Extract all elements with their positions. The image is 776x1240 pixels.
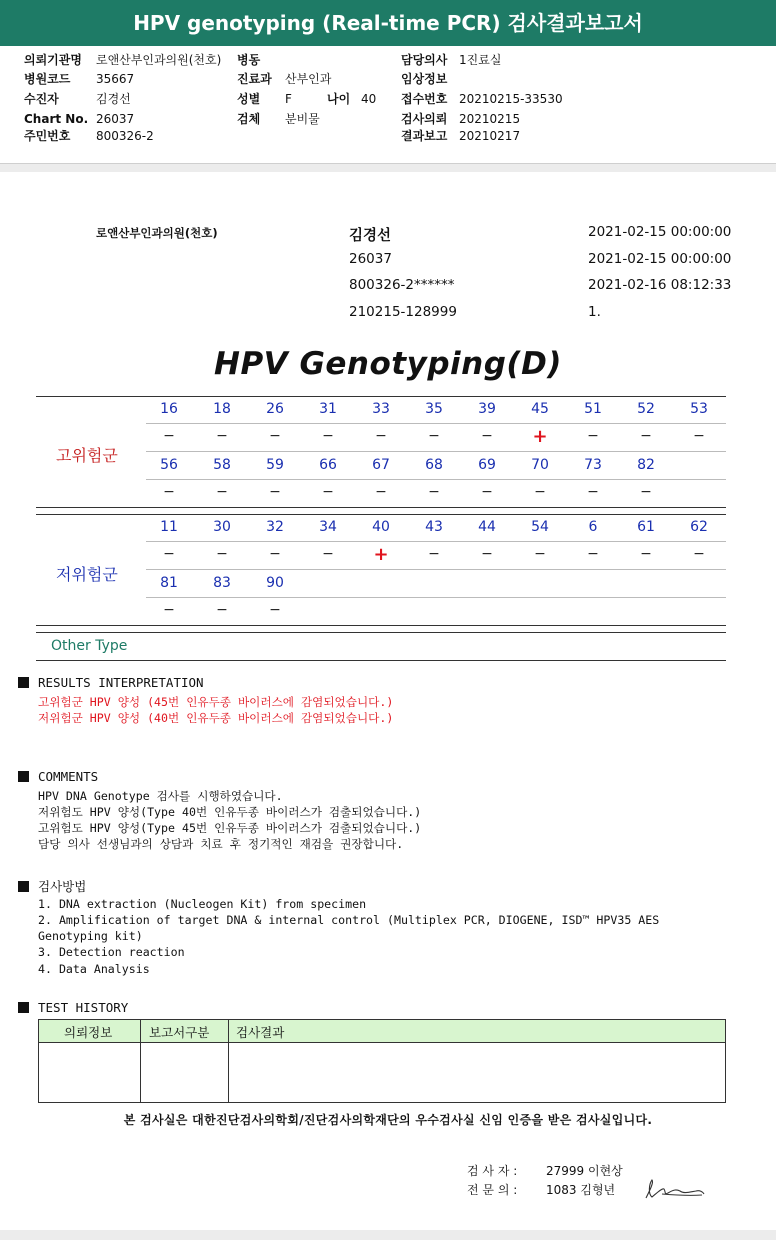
high-result-70: − — [534, 484, 546, 500]
comment-line: 담당 의사 선생님과의 상담과 치료 후 정기적인 재검을 권장합니다. — [38, 837, 404, 851]
high-result-67: − — [375, 484, 387, 500]
low-type-30: 30 — [213, 519, 231, 535]
info-clinic-value: 로앤산부인과의원(천호) — [96, 53, 222, 67]
high-type-39: 39 — [478, 401, 496, 417]
low-result-90: − — [269, 602, 281, 618]
low-result-62: − — [693, 546, 705, 562]
info-sex-label: 성별 — [237, 92, 261, 106]
low-result-81: − — [163, 602, 175, 618]
low-type-54: 54 — [531, 519, 549, 535]
history-header-report-type: 보고서구분 — [149, 1025, 210, 1040]
low-type-81: 81 — [160, 575, 178, 591]
method-section-title: 검사방법 — [18, 877, 86, 895]
high-result-39: − — [481, 428, 493, 444]
low-type-32: 32 — [266, 519, 284, 535]
grid-line — [146, 541, 726, 542]
info-receipt-value: 20210215-33530 — [459, 92, 563, 106]
low-type-90: 90 — [266, 575, 284, 591]
high-result-52: − — [640, 428, 652, 444]
low-type-44: 44 — [478, 519, 496, 535]
high-type-82: 82 — [637, 457, 655, 473]
high-result-18: − — [216, 428, 228, 444]
high-type-53: 53 — [690, 401, 708, 417]
bullet-square-icon — [18, 677, 29, 688]
comment-line: 고위험도 HPV 양성(Type 45번 인유두종 바이러스가 검출되었습니다.) — [38, 821, 422, 835]
high-result-82: − — [640, 484, 652, 500]
low-risk-top-border — [36, 514, 726, 515]
high-result-16: − — [163, 428, 175, 444]
history-table — [38, 1019, 726, 1103]
low-type-61: 61 — [637, 519, 655, 535]
info-chart-label: Chart No. — [24, 112, 89, 126]
info-sex-value: F — [285, 92, 292, 106]
high-result-56: − — [163, 484, 175, 500]
low-type-11: 11 — [160, 519, 178, 535]
low-type-40: 40 — [372, 519, 390, 535]
high-type-73: 73 — [584, 457, 602, 473]
report-clinic: 로앤산부인과의원(천호) — [96, 226, 218, 240]
info-patient-value: 김경선 — [96, 92, 131, 106]
info-clinical-label: 임상정보 — [401, 72, 448, 86]
high-type-58: 58 — [213, 457, 231, 473]
low-result-54: − — [534, 546, 546, 562]
low-result-83: − — [216, 602, 228, 618]
genotyping-title: HPV Genotyping(D) — [214, 346, 562, 382]
high-result-45: + — [532, 426, 548, 447]
high-type-33: 33 — [372, 401, 390, 417]
history-table-header — [39, 1020, 725, 1043]
low-result-61: − — [640, 546, 652, 562]
history-header-request: 의뢰정보 — [64, 1025, 113, 1040]
specialist-label: 전 문 의 : — [467, 1183, 518, 1197]
grid-line — [146, 597, 726, 598]
signature-image — [640, 1176, 708, 1202]
method-line: 3. Detection reaction — [38, 945, 185, 959]
low-risk-bottom-border — [36, 625, 726, 626]
info-receipt-label: 접수번호 — [401, 92, 448, 106]
other-type-label: Other Type — [51, 638, 128, 654]
report-seq: 1. — [588, 304, 601, 320]
method-line: 4. Data Analysis — [38, 962, 150, 976]
info-specimen-label: 검체 — [237, 112, 261, 126]
report-date-2: 2021-02-15 00:00:00 — [588, 251, 732, 267]
info-clinic: 의뢰기관명 — [24, 53, 82, 67]
method-line: Genotyping kit) — [38, 929, 143, 943]
info-rrn-label: 주민번호 — [24, 129, 71, 143]
high-result-33: − — [375, 428, 387, 444]
high-type-26: 26 — [266, 401, 284, 417]
low-type-34: 34 — [319, 519, 337, 535]
accreditation-notice: 본 검사실은 대한진단검사의학회/진단검사의학재단의 우수검사실 신임 인증을 받은 검사실입니다. — [123, 1113, 653, 1127]
inspector-name: 27999 이현상 — [546, 1164, 623, 1178]
high-result-51: − — [587, 428, 599, 444]
info-specimen-value: 분비물 — [285, 112, 320, 126]
info-request-value: 20210215 — [459, 112, 521, 126]
high-result-73: − — [587, 484, 599, 500]
low-result-30: − — [216, 546, 228, 562]
low-result-40: + — [373, 544, 389, 565]
info-age-label: 나이 — [327, 92, 351, 106]
other-type-bottom-border — [36, 660, 726, 661]
info-rrn-value: 800326-2 — [96, 129, 154, 143]
info-dept-value: 산부인과 — [285, 72, 332, 86]
info-hospital-code-value: 35667 — [96, 72, 135, 86]
report-date-1: 2021-02-15 00:00:00 — [588, 224, 732, 240]
report-title: HPV genotyping (Real-time PCR) 검사결과보고서 — [0, 0, 776, 46]
low-result-44: − — [481, 546, 493, 562]
info-report-value: 20210217 — [459, 129, 521, 143]
info-hospital-code-label: 병원코드 — [24, 72, 71, 86]
low-type-83: 83 — [213, 575, 231, 591]
info-age-value: 40 — [361, 92, 377, 106]
grid-line — [146, 423, 726, 424]
high-type-16: 16 — [160, 401, 178, 417]
high-risk-label: 고위험군 — [56, 446, 118, 465]
grid-line — [146, 451, 726, 452]
bullet-square-icon — [18, 771, 29, 782]
high-type-68: 68 — [425, 457, 443, 473]
results-line: 저위험군 HPV 양성 (40번 인유두종 바이러스에 감염되었습니다.) — [38, 711, 394, 725]
high-result-66: − — [322, 484, 334, 500]
comments-section-title: COMMENTS — [18, 769, 98, 784]
report-specimen-no: 210215-128999 — [349, 304, 457, 320]
footer-band — [0, 1230, 776, 1240]
low-result-43: − — [428, 546, 440, 562]
high-type-69: 69 — [478, 457, 496, 473]
history-col-divider — [140, 1020, 141, 1102]
method-line: 1. DNA extraction (Nucleogen Kit) from specimen — [38, 897, 367, 911]
high-result-58: − — [216, 484, 228, 500]
low-result-34: − — [322, 546, 334, 562]
info-doctor-label: 담당의사 — [401, 53, 448, 67]
info-dept-label: 진료과 — [237, 72, 272, 86]
low-result-6: − — [587, 546, 599, 562]
high-result-26: − — [269, 428, 281, 444]
high-type-45: 45 — [531, 401, 549, 417]
report-date-3: 2021-02-16 08:12:33 — [588, 277, 732, 293]
high-type-18: 18 — [213, 401, 231, 417]
comment-line: HPV DNA Genotype 검사를 시행하였습니다. — [38, 789, 283, 803]
high-risk-bottom-border — [36, 507, 726, 508]
high-risk-top-border — [36, 396, 726, 397]
patient-info-panel — [0, 46, 776, 164]
history-col-divider — [228, 1020, 229, 1102]
info-doctor-value: 1진료실 — [459, 53, 502, 67]
report-chart-no: 26037 — [349, 251, 392, 267]
high-result-68: − — [428, 484, 440, 500]
grid-line — [146, 479, 726, 480]
high-type-66: 66 — [319, 457, 337, 473]
separator-band — [0, 164, 776, 172]
method-line: 2. Amplification of target DNA & internal control (Multiplex PCR, DIOGENE, ISD™ HPV35 AES — [38, 913, 660, 927]
info-chart-value: 26037 — [96, 112, 135, 126]
high-type-31: 31 — [319, 401, 337, 417]
bullet-square-icon — [18, 1002, 29, 1013]
high-type-56: 56 — [160, 457, 178, 473]
high-type-52: 52 — [637, 401, 655, 417]
high-result-31: − — [322, 428, 334, 444]
report-patient-name: 김경선 — [349, 228, 392, 244]
info-request-label: 검사의뢰 — [401, 112, 448, 126]
bullet-square-icon — [18, 881, 29, 892]
low-result-32: − — [269, 546, 281, 562]
info-patient-label: 수진자 — [24, 92, 59, 106]
grid-line — [146, 569, 726, 570]
high-result-69: − — [481, 484, 493, 500]
history-section-title: TEST HISTORY — [18, 1000, 128, 1015]
inspector-label: 검 사 자 : — [467, 1164, 518, 1178]
high-type-59: 59 — [266, 457, 284, 473]
results-section-title: RESULTS INTERPRETATION — [18, 675, 204, 690]
report-rrn: 800326-2****** — [349, 277, 455, 293]
low-type-43: 43 — [425, 519, 443, 535]
high-type-70: 70 — [531, 457, 549, 473]
history-header-result: 검사결과 — [236, 1025, 285, 1040]
high-result-53: − — [693, 428, 705, 444]
high-type-67: 67 — [372, 457, 390, 473]
high-type-35: 35 — [425, 401, 443, 417]
other-type-top-border — [36, 632, 726, 633]
low-risk-label: 저위험군 — [56, 565, 118, 584]
high-result-35: − — [428, 428, 440, 444]
low-result-11: − — [163, 546, 175, 562]
low-type-6: 6 — [588, 519, 598, 535]
results-line: 고위험군 HPV 양성 (45번 인유두종 바이러스에 감염되었습니다.) — [38, 695, 394, 709]
high-type-51: 51 — [584, 401, 602, 417]
specialist-name: 1083 김형년 — [546, 1183, 616, 1197]
info-ward-label: 병동 — [237, 53, 261, 67]
low-type-62: 62 — [690, 519, 708, 535]
info-report-label: 결과보고 — [401, 129, 448, 143]
comment-line: 저위험도 HPV 양성(Type 40번 인유두종 바이러스가 검출되었습니다.) — [38, 805, 422, 819]
high-result-59: − — [269, 484, 281, 500]
